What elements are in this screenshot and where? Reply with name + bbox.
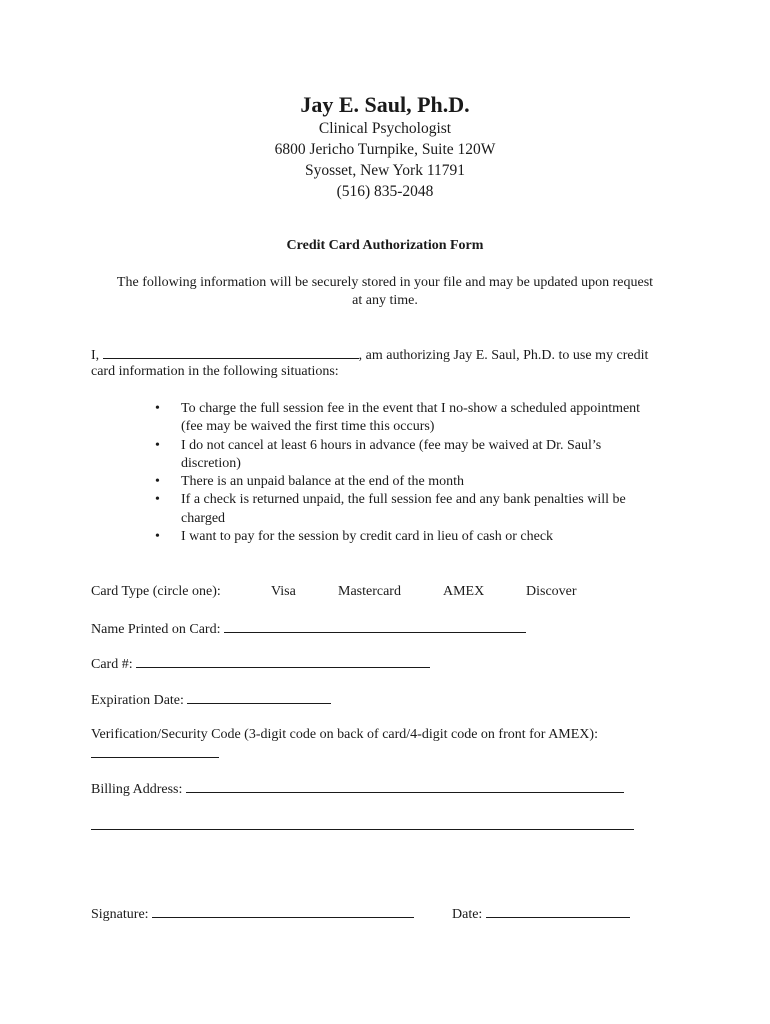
security-code-label: Verification/Security Code (3-digit code on back of card/4-digit code on front for AMEX): [91, 727, 598, 742]
name-on-card-field[interactable] [224, 620, 526, 633]
name-on-card-label: Name Printed on Card: [91, 622, 221, 637]
card-type-label: Card Type (circle one): [91, 584, 221, 599]
billing-address-label: Billing Address: [91, 782, 183, 797]
list-item [155, 528, 695, 546]
authorization-prefix: I, [91, 348, 100, 363]
authorization-line2: card information in the following situations: [91, 364, 339, 379]
card-number-row [91, 655, 430, 673]
list-item [155, 437, 695, 474]
bullet-text-continued: (fee may be waived the first time this occurs) [181, 419, 435, 435]
bullet-text: There is an unpaid balance at the end of the month [181, 474, 465, 490]
expiration-row [91, 691, 331, 709]
card-number-label: Card #: [91, 657, 133, 672]
intro-text-line2: at any time. [352, 293, 418, 308]
list-item [155, 400, 695, 437]
date-label: Date: [452, 907, 483, 922]
signature-field[interactable] [152, 905, 414, 918]
date-field[interactable] [486, 905, 630, 918]
address-city: Syosset, New York 11791 [304, 162, 466, 179]
expiration-label: Expiration Date: [91, 693, 184, 708]
authorization-situations-list [155, 400, 695, 546]
date-row [452, 905, 630, 923]
address-street: 6800 Jericho Turnpike, Suite 120W [274, 141, 496, 158]
bullet-icon: • [155, 474, 160, 490]
intro-text-line1: The following information will be securely stored in your file and may be updated upon request [116, 275, 654, 290]
expiration-date-field[interactable] [187, 691, 331, 704]
bullet-text: I want to pay for the session by credit card in lieu of cash or check [181, 529, 554, 545]
bullet-text-continued: discretion) [181, 455, 241, 471]
practitioner-name: Jay E. Saul, Ph.D. [300, 92, 470, 117]
billing-address-field[interactable] [186, 780, 624, 793]
card-number-field[interactable] [136, 655, 430, 668]
bullet-text: I do not cancel at least 6 hours in advance (fee may be waived at Dr. Saul’s [181, 437, 602, 453]
bullet-text: If a check is returned unpaid, the full session fee and any bank penalties will be [181, 492, 626, 508]
practitioner-profession: Clinical Psychologist [318, 120, 452, 137]
name-on-card-row [91, 620, 526, 638]
authorization-statement [91, 346, 648, 364]
signature-row [91, 905, 414, 923]
security-code-field[interactable] [91, 745, 219, 758]
bullet-text: To charge the full session fee in the event that I no-show a scheduled appointment [181, 401, 641, 416]
signature-label: Signature: [91, 907, 149, 922]
card-type-amex[interactable]: AMEX [443, 584, 485, 599]
card-type-discover[interactable]: Discover [526, 584, 577, 599]
bullet-icon: • [155, 437, 160, 453]
phone-number: (516) 835-2048 [336, 183, 434, 200]
bullet-icon: • [155, 492, 160, 508]
bullet-text-continued: charged [181, 510, 226, 526]
list-item [155, 473, 695, 491]
authorization-suffix: , am authorizing Jay E. Saul, Ph.D. to use my credit [358, 348, 649, 363]
form-title: Credit Card Authorization Form [286, 238, 484, 253]
authorizer-name-field[interactable] [103, 346, 359, 359]
card-type-mastercard[interactable]: Mastercard [338, 584, 401, 599]
card-type-visa[interactable]: Visa [271, 584, 296, 599]
bullet-icon: • [155, 401, 160, 416]
list-item [155, 491, 695, 528]
billing-address-row [91, 780, 624, 798]
billing-address-field-line2[interactable] [91, 817, 634, 830]
bullet-icon: • [155, 529, 160, 545]
